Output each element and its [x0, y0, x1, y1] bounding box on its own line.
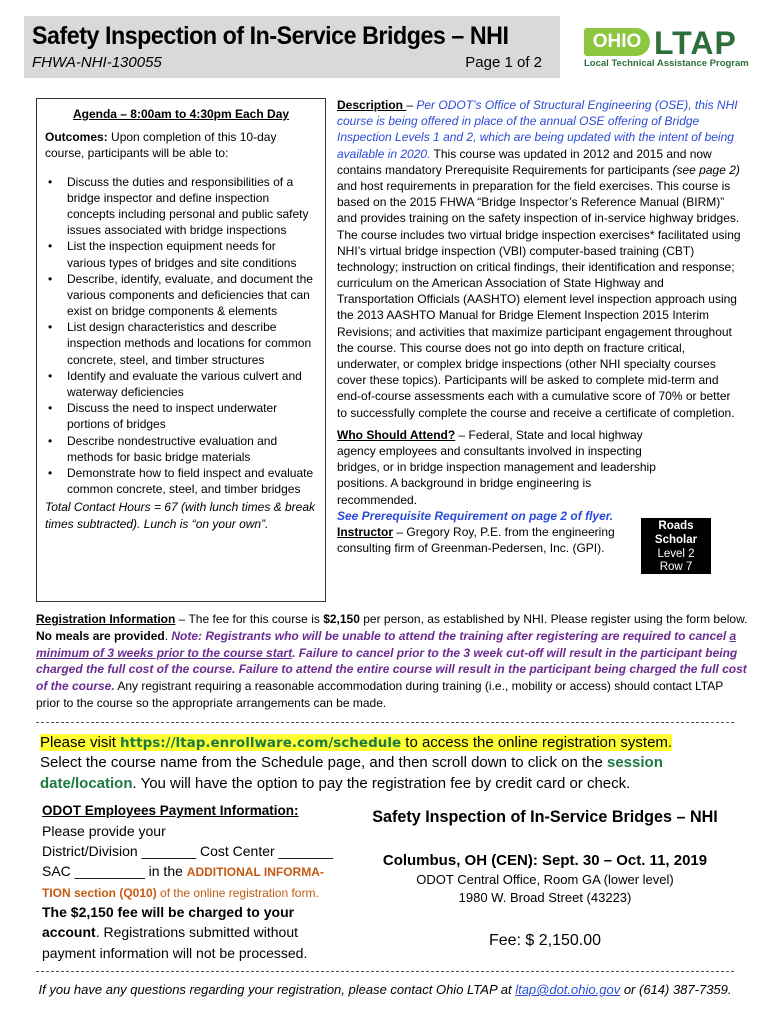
instructor: Instructor – Gregory Roy, P.E. from the engineering consulting firm of Greenman-Pedersen, Inc. (GPI).: [337, 524, 615, 556]
district-cost-center-field: District/Division _______ Cost Center _______: [42, 842, 334, 859]
odot-title: ODOT Employees Payment Information:: [42, 803, 299, 818]
agenda-box: [36, 98, 326, 602]
ohio-ltap-logo: [582, 25, 749, 76]
odot-payment-info: ODOT Employees Payment Information: Please provide your District/Division _______ Cost Center _______ SAC _________ in the ADDITIONAL INFORMA-TION section (Q010) of the online registration form. The $2,150 fee will be charged to your account. Registrations submitted without payment information will not be processed.: [42, 801, 342, 963]
list-item: • Discuss the need to inspect underwater portions of bridges: [48, 401, 278, 432]
session-date-location: session date/location: [40, 754, 663, 792]
outcomes-list: [45, 174, 317, 498]
bullet-icon: •: [48, 239, 53, 254]
outcomes-text: Upon completion of this 10-day course, participants will be able to:: [45, 130, 277, 161]
description-paragraph: Description – Per ODOT’s Office of Structural Engineering (OSE), this NHI course is being offered in place of the annual OSE offering of Bridge Inspection Levels 1 and 2, which are being updated with the intent of being available in 2020. This course was updated in 2012 and 2015 and now contains mandatory Prerequisite Requirements for participants (see page 2) and host requirements in preparation for the field exercises. This course is based on the 2015 FHWA “Bridge Inspector’s Reference Manual (BIRM)” and provides training on the safety inspection of in-service highway bridges. The course includes two virtual bridge inspection exercises* facilitated using NHI’s virtual bridge inspection (VBI) computer-based training (CBT) technology; instruction on critical findings, their identification and response; curriculum on the American Association of State Highway and Transportation Officials (AASHTO) element level inspection approach using the 2013 AASHTO Manual for Bridge Element Inspection 2015 Interim Revisions; and activities that maximize participant engagement throughout the course. This course does not go into depth on fracture critical, underwater, or complex bridge inspections (other NHI specialty courses cover these topics). Participants will be asked to complete mid-term and end-of-course assessments each with a cumulative score of 70% or better to successfully complete the course and receive a certificate of completion.: [337, 98, 741, 420]
session-title: Safety Inspection of In-Service Bridges – NHI: [372, 807, 718, 826]
outcomes: [45, 129, 317, 161]
bullet-icon: •: [48, 401, 53, 416]
outcomes-label: Outcomes:: [45, 130, 108, 145]
bullet-icon: •: [48, 368, 53, 383]
enrollware-link[interactable]: https://ltap.enrollware.com/schedule: [120, 735, 402, 751]
agenda-title: Agenda – 8:00am to 4:30pm Each Day: [72, 107, 290, 121]
ose-note: Per ODOT’s Office of Structural Engineering (OSE), this NHI course is being offered in place of the annual OSE offering of Bridge Inspection Levels 1 and 2, which are being updated with the intent of being available in 2020.: [337, 98, 738, 161]
logo-ohio-text: OHIO: [584, 28, 650, 56]
list-item: • Identify and evaluate the various culvert and waterway deficiencies: [48, 368, 302, 399]
list-item: • Discuss the duties and responsibilities of a bridge inspector and define inspection concepts including personal and public safety issues associated with bridge inspections: [48, 174, 309, 238]
session-fee: Fee: $ 2,150.00: [488, 931, 602, 949]
bullet-icon: •: [48, 433, 53, 448]
bullet-icon: •: [48, 465, 53, 480]
who-label: Who Should Attend?: [337, 427, 456, 442]
description-label: Description: [337, 98, 407, 112]
session-location-date: Columbus, OH (CEN): Sept. 30 – Oct. 11, 2019: [382, 851, 708, 869]
registration-information: Registration Information – The fee for this course is $2,150 per person, as established by NHI. Please register using the form below. No meals are provided. Note: Registrants who will be unable to attend the training after registering are required to cancel a minimum of 3 weeks prior to the course start. Failure to cancel prior to the 3 week cut-off will result in the participant being charged the full cost of the course. Failure to attend the entire course will result in the participant being charged the full cost of the course. Any registrant requiring a reasonable accommodation during training (i.e., mobility or access) should contact LTAP prior to the course so the appropriate arrangements can be made.: [36, 612, 748, 710]
divider: [36, 971, 734, 972]
session-venue: ODOT Central Office, Room GA (lower level): [416, 872, 674, 888]
page-title: Safety Inspection of In-Service Bridges – NHI: [32, 22, 509, 50]
sac-field: SAC _________ in the ADDITIONAL INFORMA-TION section (Q010) of the online registration form.: [42, 863, 324, 900]
list-item: • Describe nondestructive evaluation and methods for basic bridge materials: [48, 433, 278, 464]
header-banner: [24, 16, 560, 78]
registration-label: Registration Information: [36, 612, 176, 626]
who-should-attend: Who Should Attend? – Federal, State and local highway agency employees and consultants involved in inspecting bridges, or in bridge inspection management and leadership positions. A background in bridge engineering is recommended. See Prerequisite Requirement on page 2 of flyer.: [337, 427, 656, 523]
prerequisite-note: See Prerequisite Requirement on page 2 of flyer.: [337, 508, 614, 523]
bullet-icon: •: [48, 174, 53, 189]
contact-hours: Total Contact Hours = 67 (with lunch times & break times subtracted). Lunch is “on your own”.: [45, 500, 316, 531]
roads-scholar-badge: Roads Scholar Level 2 Row 7: [641, 518, 711, 574]
bullet-icon: •: [48, 320, 53, 335]
course-fee: $2,150: [323, 612, 360, 626]
list-item: • Describe, identify, evaluate, and document the various components and deficiencies that can exist on bridge components & elements: [48, 271, 313, 319]
email-link[interactable]: ltap@dot.ohio.gov: [515, 982, 621, 997]
divider: [36, 722, 734, 723]
bullet-icon: •: [48, 271, 53, 286]
list-item: • List design characteristics and describe inspection methods and locations for common concrete, steel, and timber structures: [48, 320, 312, 367]
logo-subtitle: Local Technical Assistance Program: [584, 58, 749, 69]
footer-contact: If you have any questions regarding your registration, please contact Ohio LTAP at ltap@dot.ohio.gov or (614) 387-7359.: [38, 982, 732, 997]
description-column: [337, 97, 741, 556]
instructor-label: Instructor: [337, 524, 394, 539]
course-code: FHWA-NHI-130055: [32, 54, 162, 71]
list-item: • Demonstrate how to field inspect and evaluate common concrete, steel, and timber bridges: [48, 465, 314, 497]
page-number: Page 1 of 2: [465, 54, 542, 71]
list-item: • List the inspection equipment needs for various types of bridges and site conditions: [48, 239, 297, 270]
session-address: 1980 W. Broad Street (43223): [458, 890, 632, 906]
logo-ltap-text: LTAP: [654, 25, 737, 61]
session-info: [350, 806, 740, 951]
registration-instructions: Please visit https://ltap.enrollware.com/schedule to access the online registration system. Select the course name from the Schedule page, and then scroll down to click on the session date/location. You will have the option to pay the registration fee by credit card or check.: [40, 734, 673, 792]
